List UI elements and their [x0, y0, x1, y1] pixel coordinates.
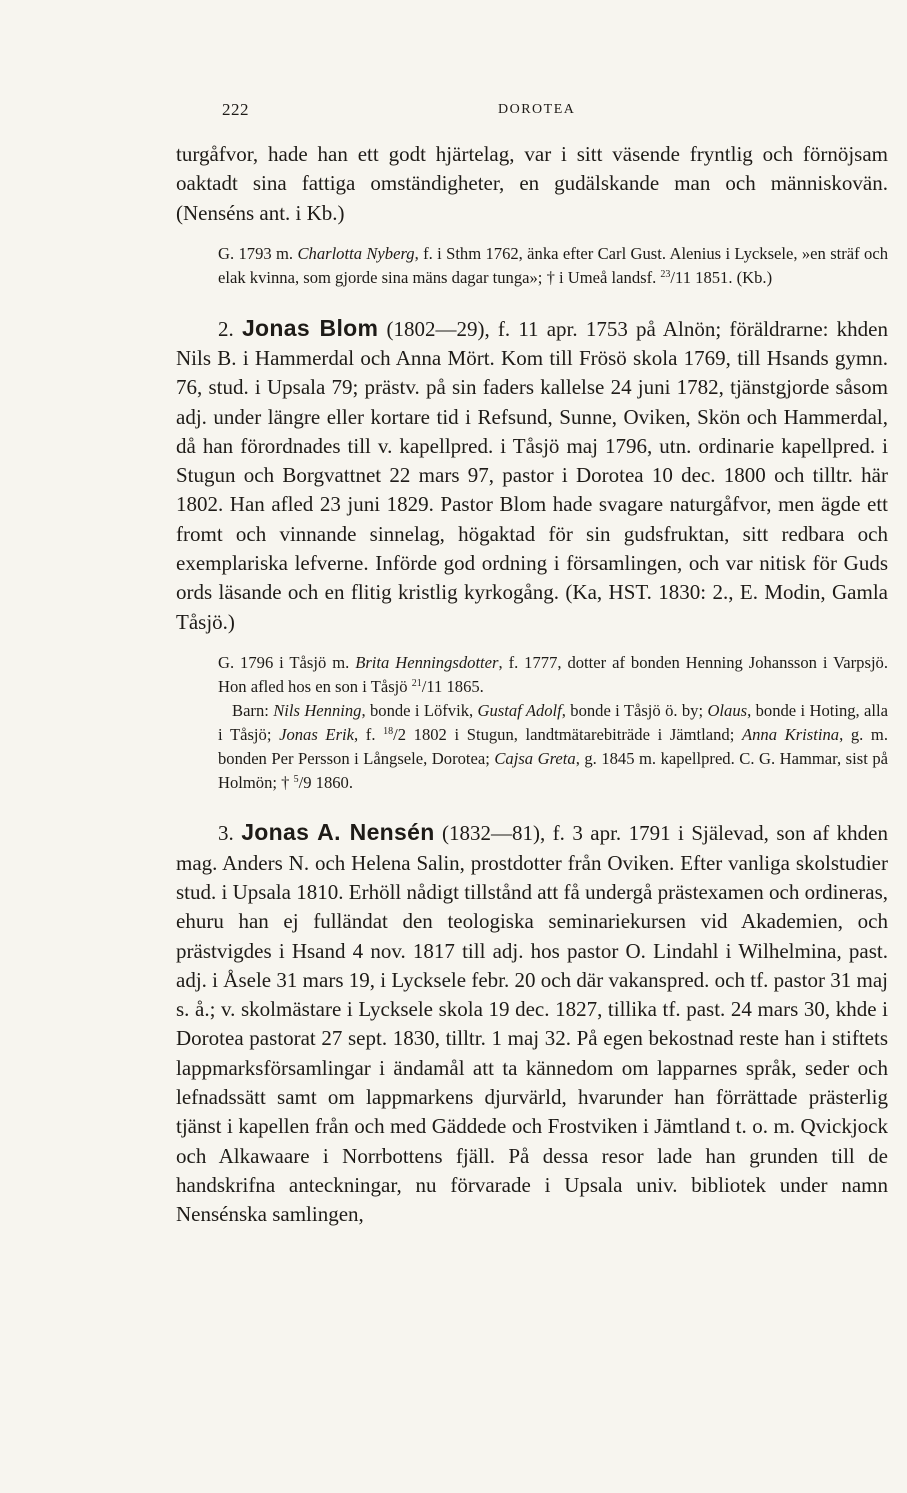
marriage-note-1: G. 1793 m. Charlotta Nyberg, f. i Sthm 1762, änka efter Carl Gust. Alenius i Lycksele, »en sträf och elak kvinna, som gjorde sina mäns dagar tunga»; † i Umeå landsf. $^{23}$/11 1851. (Kb.): [218, 243, 889, 287]
page-header: [222, 100, 892, 124]
children-note: Barn: Nils Henning, bonde i Löfvik, Gustaf Adolf, bonde i Tåsjö ö. by; Olaus, bonde i Hoting, alla i Tåsjö; Jonas Erik, f. $^{18}$/2 1802 i Stugun, landtmätarebiträde i Jämtland; Anna Kristina, g. m. bonden Per Persson i Långsele, Dorotea; Cajsa Greta, g. 1845 m. kapellpred. C. G. Hammar, sist på Holmön; † $^5$/9 1860.: [218, 700, 889, 792]
marriage-note-2: G. 1796 i Tåsjö m. Brita Henningsdotter, f. 1777, dotter af bonden Henning Johansson i Varpsjö. Hon afled hos en son i Tåsjö $^{21}$/11 1865.: [218, 652, 888, 696]
entry-jonas-nensen: [176, 818, 888, 1229]
entry-jonas-blom: [176, 314, 888, 637]
entry-name: Jonas Blom: [241, 314, 379, 341]
entry-number: 3.: [218, 821, 242, 846]
spouse-name: Brita Henningsdotter: [355, 652, 499, 672]
spouse-name: Charlotta Nyberg: [297, 243, 415, 263]
running-head: DOROTEA: [498, 102, 576, 117]
entry-number: 2.: [218, 316, 242, 341]
paragraph-continuation: turgåfvor, hade han ett godt hjärtelag, var i sitt väsende fryntlig och förnöjsam oaktadt sina fattiga omständigheter, en gudälskande man och människovän. (Nenséns ant. i Kb.): [176, 142, 888, 225]
entry-text: (1802—29), f. 11 apr. 1753 på Alnön; föräldrarne: khden Nils B. i Hammerdal och Anna Mört. Kom till Frösö skola 1769, till Hsands gymn. 76, stud. i Upsala 79; prästv. på sin faders kallelse 24 juni 1782, tjänstgjorde såsom adj. under längre eller kortare tid i Refsund, Sunne, Oviken, Skön och Hammerdal, då han förordnades till v. kapellpred. i Tåsjö maj 1796, utn. ordinarie kapellpred. i Stugun och Borgvattnet 22 mars 97, pastor i Dorotea 10 dec. 1800 och tilltr. här 1802. Han afled 23 juni 1829. Pastor Blom hade svagare naturgåfvor, men ägde ett fromt och vinnande sinnelag, högaktad för sin gudsfruktan, sitt redbara och exemplariska lefverne. Införde god ordning i församlingen, och var nitisk för Guds ords läsande och en flitig kristlig kyrkogång. (Ka, HST. 1830: 2., E. Modin, Gamla Tåsjö.): [176, 316, 889, 634]
entry-name: Jonas A. Nensén: [241, 819, 435, 846]
page-number: 222: [222, 100, 249, 119]
entry-text: (1832—81), f. 3 apr. 1791 i Själevad, son af khden mag. Anders N. och Helena Salin, prostdotter från Oviken. Efter vanliga skolstudier stud. i Upsala 1810. Erhöll nådigt tillstånd att få undergå prästexamen och ordineras, ehuru han ej fulländat den teologiska seminariekursen vid Akademien, och prästvigdes i Hsand 4 nov. 1817 till adj. hos pastor O. Lindahl i Wilhelmina, past. adj. i Åsele 31 mars 19, i Lycksele febr. 20 och där vakanspred. och tf. pastor 31 maj s. å.; v. skolmästare i Lycksele skola 19 dec. 1827, tillika tf. past. 24 mars 30, khde i Dorotea pastorat 27 sept. 1830, tilltr. 1 maj 32. På egen bekostnad reste han i stiftets lappmarksförsamlingar i ändamål att ta kännedom om lapparnes språk, seder och lefnadssätt samt om lappmarkens djurvärld, hvarunder han förrättade prästerlig tjänst i kapellen från och med Gäddede och Frostviken i Jämtland t. o. m. Qvickjock och Alkawaare i Norrbottens fjäll. På dessa resor lade han grunden till de handskrifna anteckningar, nu förvarade i Upsala univ. bibliotek under namn Nensénska samlingen,: [176, 821, 888, 1227]
page-body: [176, 140, 888, 1230]
